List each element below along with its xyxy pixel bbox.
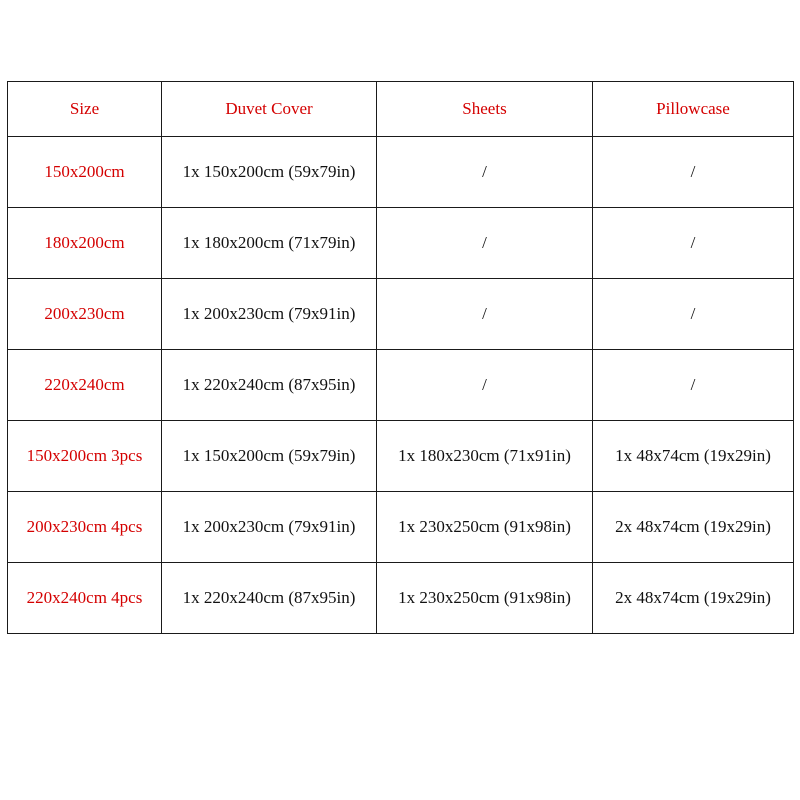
cell-size: 200x230cm	[8, 279, 162, 350]
header-sheets: Sheets	[377, 82, 593, 137]
cell-size: 220x240cm 4pcs	[8, 563, 162, 634]
table-row	[8, 208, 794, 279]
header-pillowcase: Pillowcase	[593, 82, 794, 137]
cell-pillowcase: /	[593, 137, 794, 208]
cell-pillowcase: 2x 48x74cm (19x29in)	[593, 492, 794, 563]
cell-size: 180x200cm	[8, 208, 162, 279]
cell-size: 220x240cm	[8, 350, 162, 421]
table-row	[8, 350, 794, 421]
size-table	[7, 81, 794, 634]
cell-sheets: 1x 180x230cm (71x91in)	[377, 421, 593, 492]
cell-sheets: /	[377, 208, 593, 279]
cell-duvet-cover: 1x 200x230cm (79x91in)	[162, 492, 377, 563]
cell-duvet-cover: 1x 200x230cm (79x91in)	[162, 279, 377, 350]
cell-duvet-cover: 1x 180x200cm (71x79in)	[162, 208, 377, 279]
cell-pillowcase: /	[593, 208, 794, 279]
cell-pillowcase: 1x 48x74cm (19x29in)	[593, 421, 794, 492]
cell-pillowcase: /	[593, 279, 794, 350]
cell-size: 150x200cm	[8, 137, 162, 208]
cell-duvet-cover: 1x 150x200cm (59x79in)	[162, 421, 377, 492]
header-size: Size	[8, 82, 162, 137]
table-row	[8, 563, 794, 634]
table-header-row	[8, 82, 794, 137]
table-row	[8, 137, 794, 208]
table-row	[8, 279, 794, 350]
cell-sheets: /	[377, 279, 593, 350]
cell-duvet-cover: 1x 220x240cm (87x95in)	[162, 350, 377, 421]
cell-size: 150x200cm 3pcs	[8, 421, 162, 492]
table-row	[8, 492, 794, 563]
cell-sheets: /	[377, 137, 593, 208]
cell-pillowcase: 2x 48x74cm (19x29in)	[593, 563, 794, 634]
cell-duvet-cover: 1x 220x240cm (87x95in)	[162, 563, 377, 634]
table-row	[8, 421, 794, 492]
cell-duvet-cover: 1x 150x200cm (59x79in)	[162, 137, 377, 208]
cell-size: 200x230cm 4pcs	[8, 492, 162, 563]
header-duvet-cover: Duvet Cover	[162, 82, 377, 137]
cell-sheets: /	[377, 350, 593, 421]
cell-pillowcase: /	[593, 350, 794, 421]
cell-sheets: 1x 230x250cm (91x98in)	[377, 492, 593, 563]
cell-sheets: 1x 230x250cm (91x98in)	[377, 563, 593, 634]
